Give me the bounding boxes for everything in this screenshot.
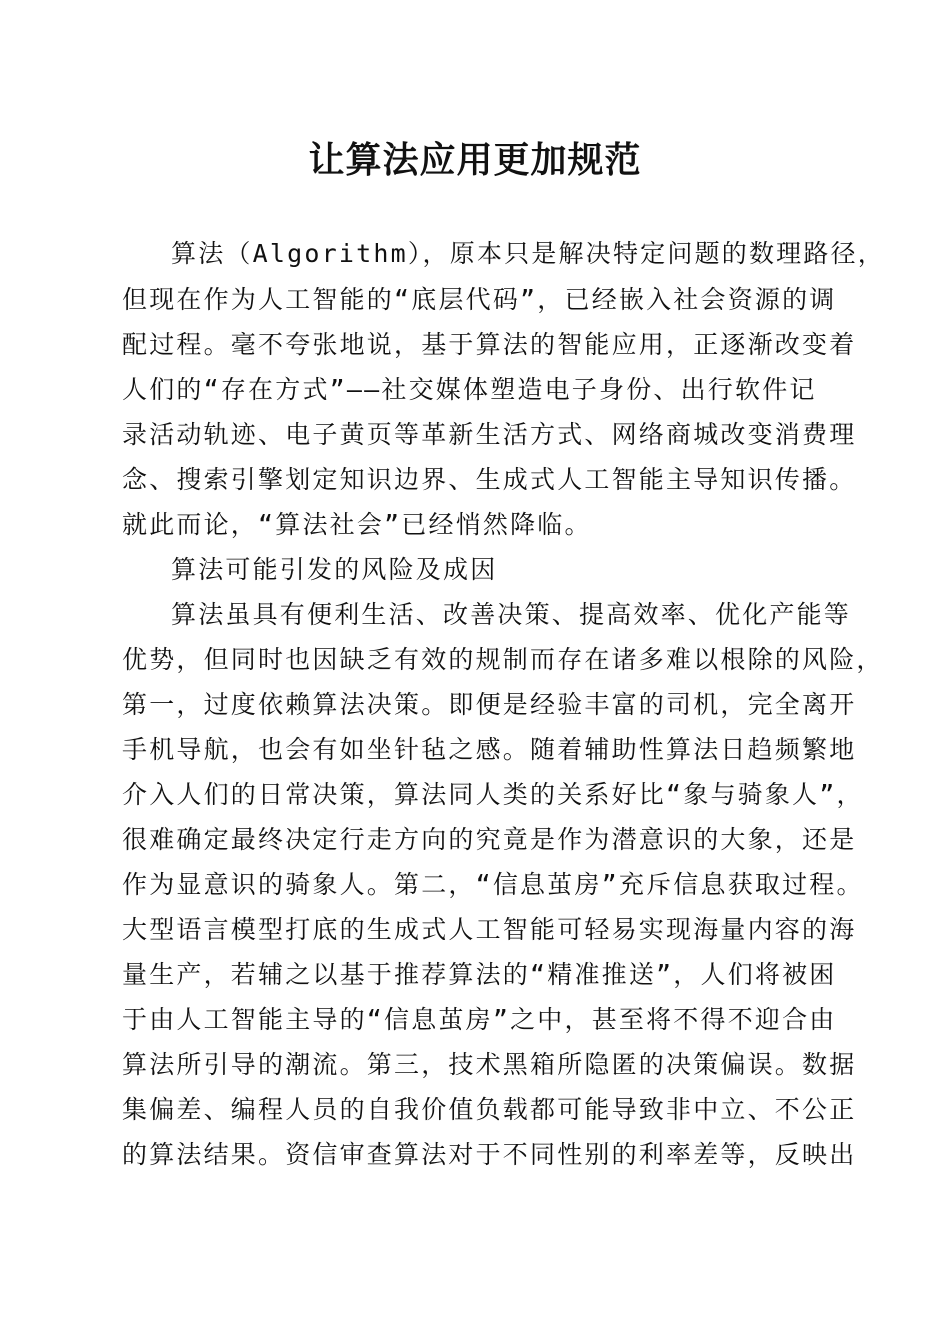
paragraph-line: 于由人工智能主导的“信息茧房”之中，甚至将不得不迎合由 — [122, 1005, 837, 1034]
paragraph-line: 很难确定最终决定行走方向的究竟是作为潜意识的大象，还是 — [122, 825, 857, 854]
paragraph-line: 就此而论，“算法社会”已经悄然降临。 — [122, 510, 592, 539]
paragraph-line: 作为显意识的骑象人。第二，“信息茧房”充斥信息获取过程。 — [122, 870, 864, 899]
paragraph-line: 念、搜索引擎划定知识边界、生成式人工智能主导知识传播。 — [122, 465, 857, 494]
paragraph-line: 算法虽具有便利生活、改善决策、提高效率、优化产能等 — [171, 600, 852, 629]
section-heading: 算法可能引发的风险及成因 — [171, 555, 498, 584]
paragraph-line: 优势，但同时也因缺乏有效的规制而存在诸多难以根除的风险， — [122, 645, 884, 674]
paragraph-line: 人们的“存在方式”——社交媒体塑造电子身份、出行软件记 — [122, 375, 817, 404]
paragraph-line: 量生产，若辅之以基于推荐算法的“精准推送”，人们将被困 — [122, 960, 837, 989]
paragraph-line: 手机导航，也会有如坐针毡之感。随着辅助性算法日趋频繁地 — [122, 735, 857, 764]
paragraph-line: 配过程。毫不夸张地说，基于算法的智能应用，正逐渐改变着 — [122, 330, 857, 359]
paragraph-line: 介入人们的日常决策，算法同人类的关系好比“象与骑象人”， — [122, 780, 864, 809]
paragraph-line: 但现在作为人工智能的“底层代码”，已经嵌入社会资源的调 — [122, 285, 837, 314]
paragraph-line: 算法所引导的潮流。第三，技术黑箱所隐匿的决策偏误。数据 — [122, 1050, 857, 1079]
paragraph-line: 第一，过度依赖算法决策。即便是经验丰富的司机，完全离开 — [122, 690, 857, 719]
paragraph-line: 录活动轨迹、电子黄页等革新生活方式、网络商城改变消费理 — [122, 420, 857, 449]
article-title: 让算法应用更加规范 — [308, 139, 642, 181]
paragraph-line: 大型语言模型打底的生成式人工智能可轻易实现海量内容的海 — [122, 915, 857, 944]
paragraph-line: 算法（Algorithm），原本只是解决特定问题的数理路径， — [171, 239, 885, 268]
paragraph-line: 集偏差、编程人员的自我价值负载都可能导致非中立、不公正 — [122, 1095, 857, 1124]
paragraph-line: 的算法结果。资信审查算法对于不同性别的利率差等，反映出 — [122, 1140, 857, 1169]
